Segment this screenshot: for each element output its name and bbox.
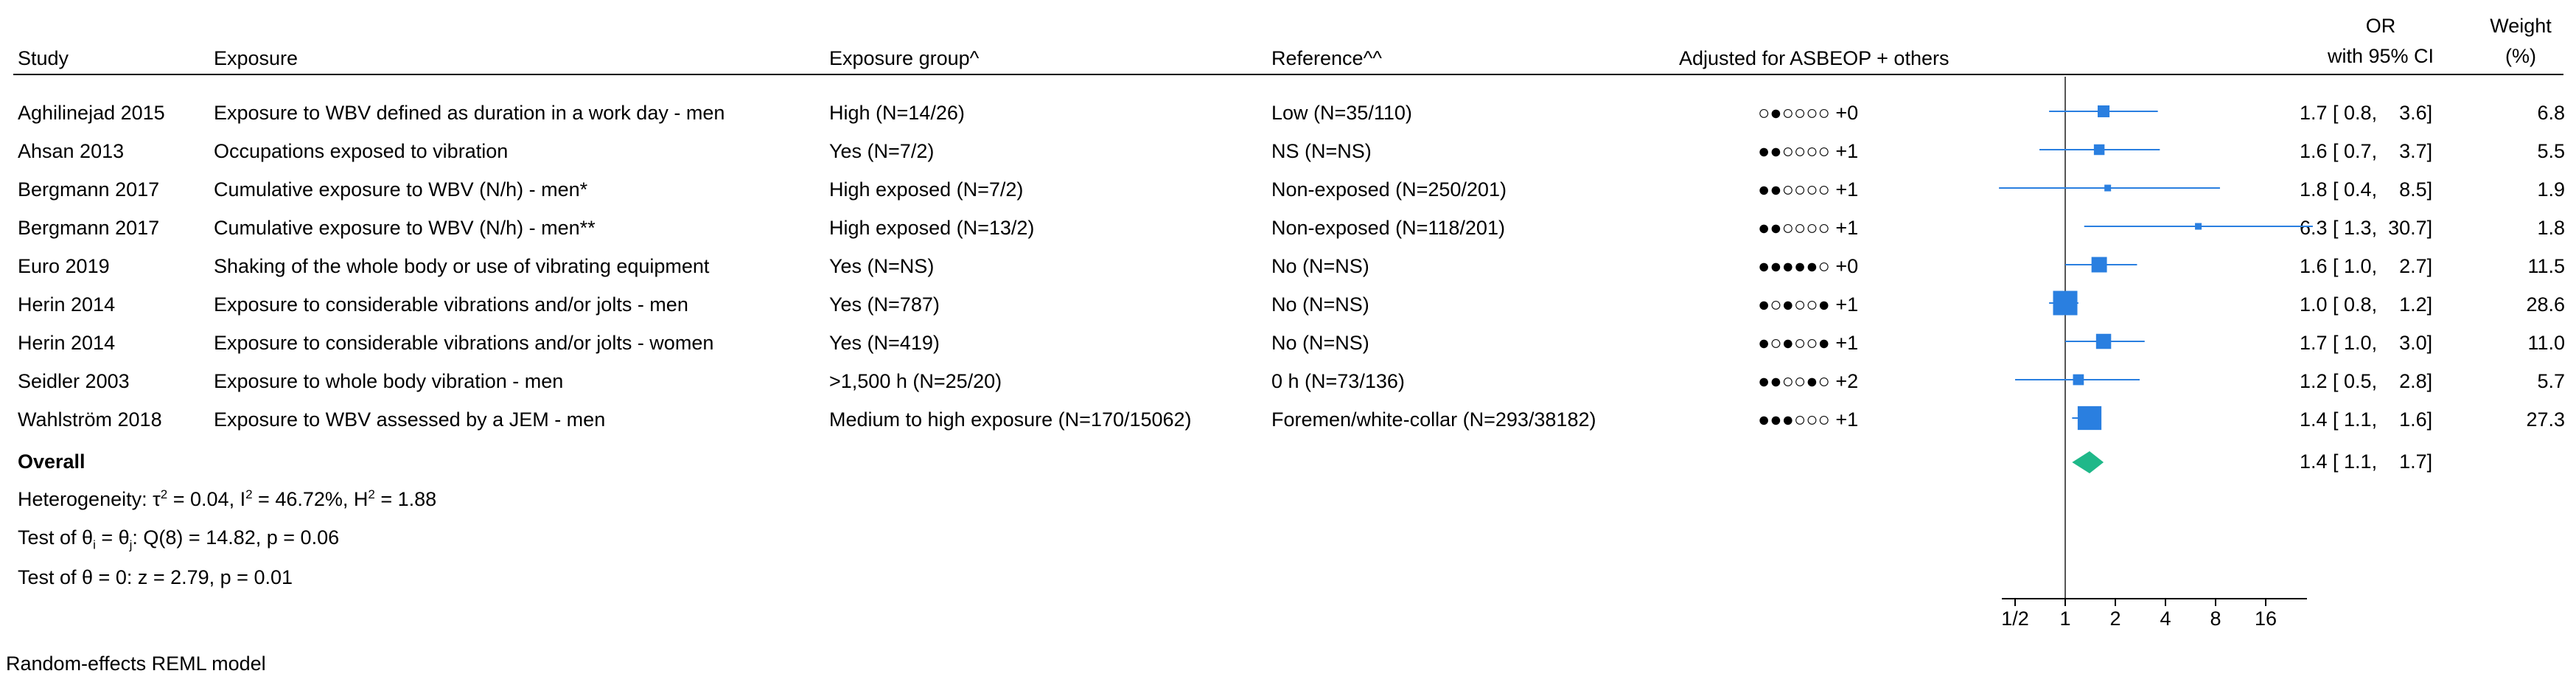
weight-value: 28.6 [2526,293,2565,316]
reference-group: 0 h (N=73/136) [1271,370,1405,392]
exposure-group: Yes (N=7/2) [829,140,935,162]
overall-label: Overall [18,450,85,473]
exposure-text: Exposure to considerable vibrations and/or jolts - women [214,332,714,354]
exposure-group: Yes (N=419) [829,332,940,354]
header-exposure: Exposure [214,47,299,69]
header-weight: Weight [2490,15,2552,37]
effect-test: Test of θ = 0: z = 2.79, p = 0.01 [18,566,293,588]
adjustment-score: ●○●○○● +1 [1758,332,1859,354]
adjustment-score: ●●●○○○ +1 [1758,408,1859,431]
exposure-text: Exposure to WBV defined as duration in a work day - men [214,102,725,124]
exposure-group: Yes (N=787) [829,293,940,316]
reference-group: Low (N=35/110) [1271,102,1412,124]
exposure-text: Exposure to considerable vibrations and/or jolts - men [214,293,688,316]
reference-group: Non-exposed (N=118/201) [1271,217,1505,239]
or-ci: 1.2 [ 0.5, 2.8] [2300,370,2433,392]
study-name: Herin 2014 [18,332,116,354]
study-marker [2078,406,2101,430]
adjustment-score: ●●○○○○ +1 [1758,178,1859,201]
reference-group: No (N=NS) [1271,332,1369,354]
or-ci: 1.6 [ 0.7, 3.7] [2300,140,2433,162]
or-ci: 6.3 [ 1.3, 30.7] [2300,217,2433,239]
reference-group: No (N=NS) [1271,293,1369,316]
header-exposure-group: Exposure group^ [829,47,980,69]
heterogeneity-stat: Heterogeneity: $\tau^2 = 0.04$, $I^2 = 46.72\%$, $H^2 = 1.88$ [18,487,437,510]
x-tick-label: 1 [2059,608,2071,630]
study-name: Ahsan 2013 [18,140,125,162]
header-adjusted: Adjusted for ASBEOP + others [1679,47,1950,69]
study-marker [2053,291,2078,316]
study-marker [2096,334,2111,349]
overall-ci: 1.4 [ 1.1, 1.7] [2300,450,2433,473]
overall-diamond [2072,451,2104,473]
exposure-group: High exposed (N=13/2) [829,217,1035,239]
or-ci: 1.7 [ 0.8, 3.6] [2300,102,2433,124]
x-tick-label: 1/2 [2001,608,2029,630]
study-marker [2092,257,2107,273]
header-or-ci: with 95% CI [2327,45,2434,67]
or-ci: 1.0 [ 0.8, 1.2] [2300,293,2433,316]
adjustment-score: ●●○○●○ +2 [1758,370,1859,392]
exposure-text: Cumulative exposure to WBV (N/h) - men** [214,217,596,239]
weight-value: 1.8 [2537,217,2565,239]
or-ci: 1.7 [ 1.0, 3.0] [2300,332,2433,354]
or-ci: 1.8 [ 0.4, 8.5] [2300,178,2433,201]
header-reference: Reference^^ [1271,47,1382,69]
exposure-group: High exposed (N=7/2) [829,178,1024,201]
weight-value: 5.7 [2537,370,2565,392]
exposure-group: Medium to high exposure (N=170/15062) [829,408,1192,431]
x-tick-label: 8 [2210,608,2221,630]
header-weight-unit: (%) [2505,45,2536,67]
exposure-group: >1,500 h (N=25/20) [829,370,1002,392]
study-name: Herin 2014 [18,293,116,316]
x-tick-label: 16 [2254,608,2277,630]
study-name: Wahlström 2018 [18,408,162,431]
weight-value: 1.9 [2537,178,2565,201]
weight-value: 11.0 [2527,332,2565,354]
reference-group: Foremen/white-collar (N=293/38182) [1271,408,1596,431]
reference-group: Non-exposed (N=250/201) [1271,178,1507,201]
study-name: Euro 2019 [18,255,110,277]
adjustment-score: ●●○○○○ +1 [1758,217,1859,239]
header-study: Study [18,47,69,69]
study-name: Bergmann 2017 [18,178,160,201]
adjustment-score: ●●○○○○ +1 [1758,140,1859,162]
study-marker [2098,105,2109,117]
exposure-group: Yes (N=NS) [829,255,935,277]
header-or: OR [2365,15,2396,37]
x-tick-label: 4 [2160,608,2171,630]
adjustment-score: ○●○○○○ +0 [1758,102,1859,124]
weight-value: 6.8 [2537,102,2565,124]
exposure-text: Shaking of the whole body or use of vibrating equipment [214,255,710,277]
study-name: Bergmann 2017 [18,217,160,239]
study-name: Seidler 2003 [18,370,130,392]
exposure-text: Cumulative exposure to WBV (N/h) - men* [214,178,588,201]
exposure-text: Exposure to whole body vibration - men [214,370,564,392]
reference-group: No (N=NS) [1271,255,1369,277]
adjustment-score: ●●●●●○ +0 [1758,255,1859,277]
study-marker [2195,223,2202,230]
study-marker [2073,375,2084,386]
weight-value: 11.5 [2527,255,2565,277]
study-name: Aghilinejad 2015 [18,102,165,124]
exposure-group: High (N=14/26) [829,102,965,124]
study-marker [2104,185,2111,192]
study-marker [2094,145,2104,155]
adjustment-score: ●○●○○● +1 [1758,293,1859,316]
model-footnote: Random-effects REML model [6,653,266,675]
weight-value: 27.3 [2526,408,2565,431]
weight-value: 5.5 [2537,140,2565,162]
reference-group: NS (N=NS) [1271,140,1372,162]
or-ci: 1.6 [ 1.0, 2.7] [2300,255,2433,277]
homogeneity-test: Test of $\theta_i = \theta_j$: Q(8) = 14.82, p = 0.06 [18,526,340,552]
exposure-text: Exposure to WBV assessed by a JEM - men [214,408,606,431]
or-ci: 1.4 [ 1.1, 1.6] [2300,408,2433,431]
x-tick-label: 2 [2109,608,2121,630]
exposure-text: Occupations exposed to vibration [214,140,509,162]
